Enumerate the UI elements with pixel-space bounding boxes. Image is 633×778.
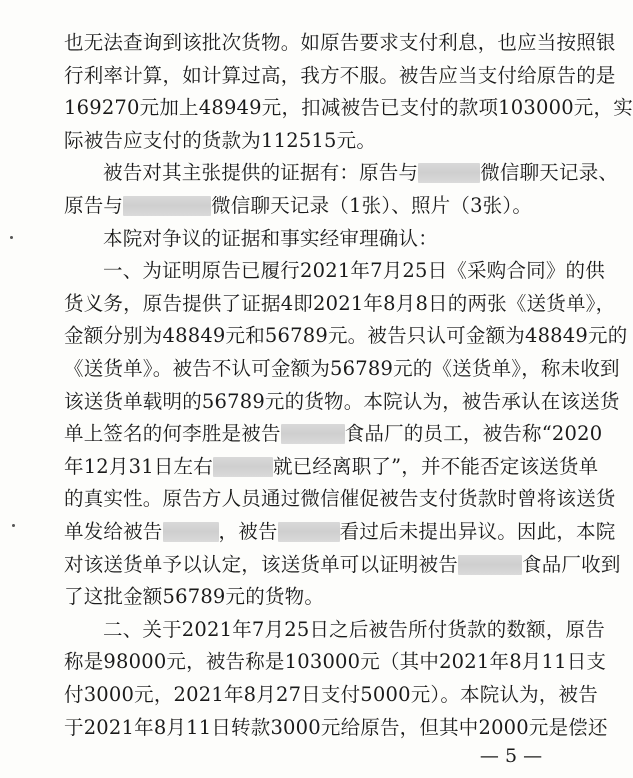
text-line: 的真实性。原告方人员通过微信催促被告支付货款时曾将该送货: [64, 487, 616, 511]
page-number: — 5 —: [479, 745, 543, 767]
text-line: 一、为证明原告已履行2021年7月25日《采购合同》的供: [103, 259, 605, 283]
text-segment: 原告与: [64, 194, 124, 217]
redaction-mark: [281, 424, 345, 444]
text-line: [64, 191, 554, 221]
redaction-mark: [213, 457, 273, 477]
text-segment: 被告对其主张提供的证据有：原告与: [103, 161, 419, 185]
text-line: 货义务，原告提供了证据4即2021年8月8日的两张《送货单》，: [64, 291, 616, 315]
text-line: 称是98000元，被告称是103000元（其中2021年8月11日支: [64, 650, 607, 674]
text-line: 169270元加上48949元，扣减被告已支付的款项103000元，实: [64, 96, 633, 120]
text-line: [64, 419, 603, 449]
text-line: 也无法查询到该批次货物。如原告要求支付利息，也应当按照银: [64, 31, 616, 54]
text-line: [103, 158, 619, 188]
redaction-mark: [163, 522, 219, 542]
scan-speck: [12, 524, 15, 527]
text-segment: 食品厂收到: [522, 552, 621, 576]
text-line: 《送货单》。被告不认可金额为56789元的《送货单》，称未收到: [64, 357, 620, 380]
text-line: 行利率计算，如计算过高，我方不服。被告应当支付给原告的是: [64, 63, 616, 87]
redaction-mark: [278, 522, 340, 542]
text-line: [64, 517, 616, 547]
text-segment: ，被告: [218, 520, 278, 543]
text-segment: 食品厂的员工，被告称“2020: [344, 422, 603, 446]
text-line: [64, 550, 621, 580]
text-line: 二、关于2021年7月25日之后被告所付货款的数额，原告: [103, 617, 605, 641]
redaction-mark: [418, 163, 480, 183]
text-segment: 看过后未提出异议。因此，本院: [339, 520, 616, 543]
text-line: 际被告应支付的货款为112515元。: [64, 128, 377, 152]
redaction-mark: [458, 555, 522, 575]
text-segment: 单发给被告: [64, 520, 163, 543]
text-segment: 年12月31日左右: [64, 454, 213, 478]
scan-speck: [10, 236, 13, 239]
text-segment: 微信聊天记录、: [480, 161, 619, 185]
text-line: 于2021年8月11日转款3000元给原告，但其中2000元是偿还: [64, 715, 608, 739]
text-line: 付3000元，2021年8月27日支付5000元）。本院认为，被告: [64, 683, 598, 706]
text-line: 了这批金额56789元的货物。: [64, 585, 325, 609]
text-segment: 对该送货单予以认定，该送货单可以证明被告: [64, 552, 459, 576]
text-segment: 就已经离职了”，并不能否定该送货单: [272, 454, 599, 478]
text-line: [64, 452, 599, 482]
text-segment: 微信聊天记录（1张）、照片（3张）。: [211, 194, 533, 217]
text-line: 金额分别为48849元和56789元。被告只认可金额为48849元的: [64, 324, 628, 348]
text-line: 本院对争议的证据和事实经审理确认：: [103, 226, 438, 250]
text-line: 该送货单载明的56789元的货物。本院认为，被告承认在该送货: [64, 389, 620, 413]
text-segment: 单上签名的何李胜是被告: [64, 422, 281, 446]
redaction-mark: [123, 196, 211, 216]
